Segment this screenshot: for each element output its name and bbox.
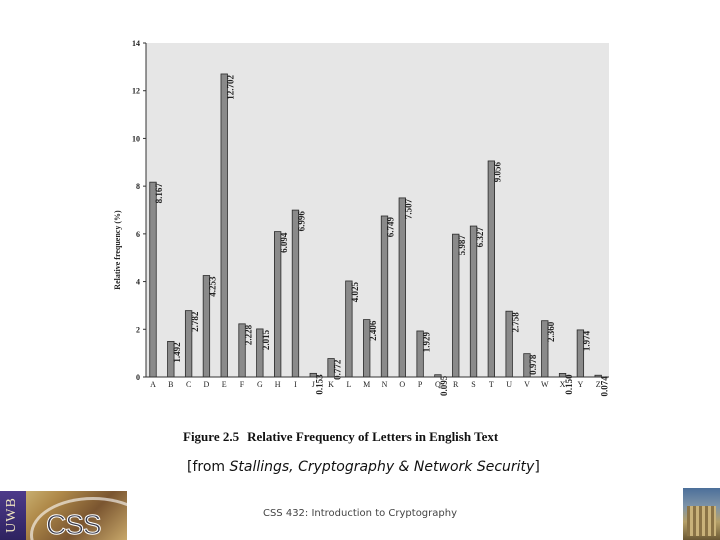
x-tick-label-j: J	[311, 380, 315, 389]
book-cover-image	[683, 488, 720, 540]
value-label-u: 2.758	[510, 312, 521, 333]
source-suffix: ]	[534, 459, 540, 475]
value-label-o: 7.507	[403, 198, 414, 220]
value-label-c: 2.782	[189, 311, 200, 332]
x-tick-label-o: O	[399, 380, 406, 389]
x-tick-label-f: F	[239, 380, 245, 389]
value-label-n: 6.749	[385, 216, 396, 238]
x-tick-label-x: X	[559, 380, 566, 389]
bar-i	[292, 210, 299, 377]
y-tick-label: 0	[136, 373, 140, 382]
figure-title: Relative Frequency of Letters in English Text	[247, 429, 499, 444]
bar-o	[399, 198, 406, 377]
y-tick-label: 10	[132, 134, 140, 144]
y-axis-label: Relative frequency (%)	[113, 210, 122, 290]
value-label-s: 6.327	[474, 227, 485, 248]
x-tick-label-d: D	[203, 380, 210, 389]
x-tick-label-u: U	[506, 380, 513, 389]
value-label-k: 0.772	[332, 359, 343, 380]
x-tick-label-b: B	[168, 380, 174, 389]
footer-course-title: CSS 432: Introduction to Cryptography	[262, 508, 458, 519]
x-tick-label-w: W	[540, 380, 549, 389]
source-prefix: [from	[187, 459, 230, 475]
x-tick-label-a: A	[150, 380, 156, 389]
logo-css-text: CSS	[46, 509, 101, 540]
bar-s	[470, 226, 477, 377]
value-label-f: 2.228	[243, 324, 254, 346]
x-axis	[146, 377, 609, 389]
value-label-g: 2.015	[261, 329, 272, 351]
value-label-v: 0.978	[528, 354, 539, 375]
x-tick-label-c: C	[185, 380, 192, 389]
value-label-a: 8.167	[154, 183, 165, 204]
y-axis	[132, 39, 146, 382]
x-tick-label-s: S	[471, 380, 476, 389]
value-label-h: 6.094	[278, 232, 289, 253]
bar-t	[488, 161, 495, 377]
x-tick-label-h: H	[274, 380, 281, 389]
x-tick-label-y: Y	[577, 380, 584, 389]
x-tick-label-m: M	[363, 380, 371, 389]
y-tick-label: 6	[136, 229, 140, 239]
value-label-j: 0.153	[314, 374, 325, 395]
x-tick-label-l: L	[346, 380, 352, 389]
value-label-q: 0.095	[439, 375, 450, 396]
x-tick-label-r: R	[453, 380, 459, 389]
value-label-e: 12.702	[225, 74, 236, 100]
x-tick-label-t: T	[488, 380, 494, 389]
source-title: Stallings, Cryptography & Network Security	[229, 459, 535, 475]
figure-number: Figure 2.5	[183, 429, 240, 444]
value-label-z: 0.074	[599, 376, 610, 397]
x-tick-label-n: N	[381, 380, 388, 389]
y-tick-label: 2	[136, 325, 140, 335]
value-label-i: 6.996	[296, 211, 307, 232]
logo-uwb-text: UWB	[3, 497, 19, 533]
value-label-d: 4.253	[207, 276, 218, 297]
book-cover-building	[687, 506, 716, 536]
x-tick-label-p: P	[417, 380, 423, 389]
x-tick-label-g: G	[256, 380, 263, 389]
bar-n	[381, 216, 388, 377]
value-label-m: 2.406	[367, 320, 378, 341]
x-tick-label-i: I	[294, 380, 297, 389]
y-tick-label: 8	[136, 182, 140, 192]
value-label-y: 1.974	[581, 330, 592, 352]
value-label-b: 1.492	[172, 342, 183, 363]
x-tick-label-e: E	[221, 380, 227, 389]
figure-caption	[183, 429, 498, 445]
value-label-l: 4.025	[350, 281, 361, 303]
bar-e	[221, 74, 228, 377]
x-tick-label-k: K	[328, 380, 334, 389]
value-label-t: 9.056	[492, 161, 503, 183]
bar-a	[150, 182, 157, 377]
value-label-p: 1.929	[421, 331, 432, 353]
y-tick-label: 4	[136, 277, 140, 287]
y-tick-label: 14	[132, 39, 140, 48]
value-label-x: 0.150	[563, 374, 574, 395]
source-citation	[187, 459, 540, 475]
x-tick-label-z: Z	[595, 380, 601, 389]
value-label-r: 5.987	[456, 235, 467, 256]
x-tick-label-v: V	[524, 380, 530, 389]
x-tick-label-q: Q	[435, 380, 441, 389]
y-tick-label: 12	[132, 86, 140, 96]
value-label-w: 2.360	[546, 321, 557, 342]
